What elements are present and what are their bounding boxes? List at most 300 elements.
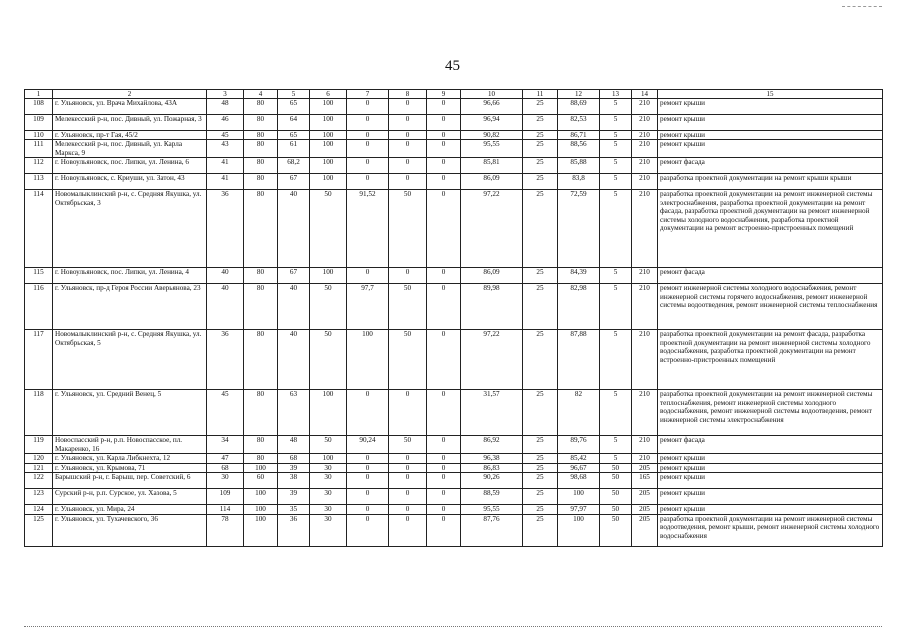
cell-col-12: 88,56 — [558, 140, 600, 158]
cell-col-11: 25 — [523, 463, 558, 472]
cell-col-14: 210 — [632, 115, 658, 131]
cell-col-5: 36 — [278, 514, 310, 546]
cell-col-10: 95,55 — [461, 140, 523, 158]
cell-col-7: 91,52 — [347, 190, 389, 268]
works-cell: ремонт крыши — [658, 505, 883, 514]
cell-col-14: 205 — [632, 489, 658, 505]
cell-col-3: 30 — [207, 473, 244, 489]
cell-col-6: 50 — [310, 284, 347, 330]
address-cell: г. Ульяновск, ул. Врача Михайлова, 43А — [53, 99, 207, 115]
cell-col-11: 25 — [523, 284, 558, 330]
cell-col-9: 0 — [427, 463, 461, 472]
cell-col-14: 210 — [632, 174, 658, 190]
table-row — [25, 473, 883, 489]
cell-col-10: 89,98 — [461, 284, 523, 330]
cell-col-5: 67 — [278, 174, 310, 190]
cell-col-6: 100 — [310, 268, 347, 284]
works-cell: ремонт фасада — [658, 268, 883, 284]
page-bottom-line — [24, 626, 882, 628]
cell-col-14: 210 — [632, 140, 658, 158]
cell-col-11: 25 — [523, 131, 558, 140]
cell-col-12: 96,67 — [558, 463, 600, 472]
cell-col-7: 0 — [347, 463, 389, 472]
row-number-cell: 111 — [25, 140, 53, 158]
cell-col-11: 25 — [523, 454, 558, 463]
cell-col-10: 86,83 — [461, 463, 523, 472]
cell-col-14: 210 — [632, 158, 658, 174]
cell-col-9: 0 — [427, 505, 461, 514]
address-cell: г. Новоульяновск, пос. Липки, ул. Ленина, 4 — [53, 268, 207, 284]
cell-col-4: 80 — [244, 268, 278, 284]
table-row — [25, 190, 883, 268]
cell-col-13: 50 — [600, 489, 632, 505]
cell-col-3: 47 — [207, 454, 244, 463]
cell-col-7: 0 — [347, 174, 389, 190]
cell-col-11: 25 — [523, 268, 558, 284]
cell-col-8: 0 — [389, 140, 427, 158]
cell-col-8: 0 — [389, 115, 427, 131]
address-cell: г. Новоульяновск, с. Криуши, ул. Затон, 43 — [53, 174, 207, 190]
cell-col-9: 0 — [427, 514, 461, 546]
cell-col-6: 50 — [310, 330, 347, 390]
cell-col-11: 25 — [523, 190, 558, 268]
works-cell: разработка проектной документации на ремонт крыши крыши — [658, 174, 883, 190]
cell-col-7: 0 — [347, 158, 389, 174]
cell-col-12: 98,68 — [558, 473, 600, 489]
cell-col-8: 0 — [389, 131, 427, 140]
cell-col-11: 25 — [523, 514, 558, 546]
works-cell: ремонт крыши — [658, 99, 883, 115]
address-cell: г. Ульяновск, ул. Карла Либкнехта, 12 — [53, 454, 207, 463]
cell-col-13: 5 — [600, 436, 632, 454]
cell-col-10: 90,26 — [461, 473, 523, 489]
cell-col-10: 88,59 — [461, 489, 523, 505]
scan-mark — [842, 6, 882, 8]
cell-col-13: 5 — [600, 131, 632, 140]
cell-col-6: 50 — [310, 436, 347, 454]
cell-col-3: 45 — [207, 390, 244, 436]
row-number-cell: 112 — [25, 158, 53, 174]
cell-col-4: 80 — [244, 390, 278, 436]
cell-col-4: 80 — [244, 115, 278, 131]
address-cell: г. Ульяновск, пр-т Гая, 45/2 — [53, 131, 207, 140]
column-header-10: 10 — [461, 90, 523, 99]
cell-col-10: 97,22 — [461, 190, 523, 268]
cell-col-5: 67 — [278, 268, 310, 284]
cell-col-13: 50 — [600, 463, 632, 472]
cell-col-3: 45 — [207, 131, 244, 140]
cell-col-10: 90,82 — [461, 131, 523, 140]
cell-col-9: 0 — [427, 436, 461, 454]
works-cell: разработка проектной документации на ремонт инженерной системы водоотведения, ремонт крыши, ремонт инженерной системы холодного водоснабжения — [658, 514, 883, 546]
cell-col-3: 43 — [207, 140, 244, 158]
cell-col-12: 85,88 — [558, 158, 600, 174]
cell-col-6: 100 — [310, 115, 347, 131]
cell-col-9: 0 — [427, 140, 461, 158]
cell-col-14: 205 — [632, 514, 658, 546]
works-cell: ремонт крыши — [658, 489, 883, 505]
address-cell: Новоспасский р-н, р.п. Новоспасское, пл. Макаренко, 16 — [53, 436, 207, 454]
cell-col-4: 100 — [244, 489, 278, 505]
cell-col-9: 0 — [427, 190, 461, 268]
table-row — [25, 268, 883, 284]
cell-col-9: 0 — [427, 131, 461, 140]
column-header-14: 14 — [632, 90, 658, 99]
cell-col-6: 100 — [310, 454, 347, 463]
column-header-13: 13 — [600, 90, 632, 99]
cell-col-6: 30 — [310, 514, 347, 546]
row-number-cell: 114 — [25, 190, 53, 268]
cell-col-10: 96,66 — [461, 99, 523, 115]
cell-col-4: 80 — [244, 330, 278, 390]
cell-col-8: 0 — [389, 390, 427, 436]
table-row — [25, 158, 883, 174]
cell-col-4: 100 — [244, 505, 278, 514]
column-header-11: 11 — [523, 90, 558, 99]
cell-col-13: 5 — [600, 140, 632, 158]
works-cell: ремонт крыши — [658, 473, 883, 489]
cell-col-4: 80 — [244, 436, 278, 454]
cell-col-3: 36 — [207, 330, 244, 390]
table-row — [25, 463, 883, 472]
cell-col-10: 87,76 — [461, 514, 523, 546]
cell-col-5: 35 — [278, 505, 310, 514]
cell-col-11: 25 — [523, 158, 558, 174]
cell-col-14: 210 — [632, 330, 658, 390]
cell-col-7: 0 — [347, 268, 389, 284]
cell-col-13: 50 — [600, 473, 632, 489]
address-cell: Барышский р-н, г. Барыш, пер. Советский, 6 — [53, 473, 207, 489]
cell-col-3: 34 — [207, 436, 244, 454]
cell-col-5: 68,2 — [278, 158, 310, 174]
cell-col-6: 100 — [310, 131, 347, 140]
cell-col-9: 0 — [427, 268, 461, 284]
cell-col-8: 0 — [389, 268, 427, 284]
cell-col-8: 50 — [389, 190, 427, 268]
cell-col-10: 31,57 — [461, 390, 523, 436]
cell-col-6: 30 — [310, 505, 347, 514]
cell-col-9: 0 — [427, 174, 461, 190]
cell-col-14: 165 — [632, 473, 658, 489]
cell-col-7: 100 — [347, 330, 389, 390]
row-number-cell: 123 — [25, 489, 53, 505]
cell-col-10: 96,38 — [461, 454, 523, 463]
page-number: 45 — [445, 58, 460, 74]
address-cell: Мелекесский р-н, пос. Дивный, ул. Карла Маркса, 9 — [53, 140, 207, 158]
row-number-cell: 125 — [25, 514, 53, 546]
cell-col-5: 39 — [278, 463, 310, 472]
cell-col-5: 39 — [278, 489, 310, 505]
cell-col-14: 205 — [632, 463, 658, 472]
cell-col-5: 48 — [278, 436, 310, 454]
cell-col-6: 50 — [310, 190, 347, 268]
table-row — [25, 436, 883, 454]
cell-col-11: 25 — [523, 115, 558, 131]
works-cell: ремонт фасада — [658, 158, 883, 174]
cell-col-6: 100 — [310, 140, 347, 158]
cell-col-6: 30 — [310, 489, 347, 505]
cell-col-9: 0 — [427, 454, 461, 463]
cell-col-4: 80 — [244, 158, 278, 174]
cell-col-12: 85,42 — [558, 454, 600, 463]
address-cell: г. Ульяновск, ул. Тухачевского, 36 — [53, 514, 207, 546]
row-number-cell: 124 — [25, 505, 53, 514]
cell-col-10: 86,92 — [461, 436, 523, 454]
cell-col-4: 80 — [244, 284, 278, 330]
address-cell: г. Ульяновск, ул. Мира, 24 — [53, 505, 207, 514]
cell-col-5: 40 — [278, 330, 310, 390]
cell-col-11: 25 — [523, 174, 558, 190]
cell-col-14: 210 — [632, 268, 658, 284]
column-number-row — [25, 90, 883, 99]
cell-col-3: 36 — [207, 190, 244, 268]
column-header-5: 5 — [278, 90, 310, 99]
address-cell: Мелекесский р-н, пос. Дивный, ул. Пожарная, 3 — [53, 115, 207, 131]
cell-col-14: 210 — [632, 454, 658, 463]
works-cell: разработка проектной документации на ремонт фасада, разработка проектной документации на ремонт инженерной системы холодного водоснабжения, разработка проектной документации на ремонт встроенно-пристроенных помещений — [658, 330, 883, 390]
cell-col-10: 97,22 — [461, 330, 523, 390]
table-row — [25, 140, 883, 158]
cell-col-7: 0 — [347, 489, 389, 505]
table-row — [25, 390, 883, 436]
works-cell: ремонт крыши — [658, 131, 883, 140]
table-row — [25, 174, 883, 190]
cell-col-4: 80 — [244, 140, 278, 158]
cell-col-13: 50 — [600, 505, 632, 514]
cell-col-5: 68 — [278, 454, 310, 463]
row-number-cell: 108 — [25, 99, 53, 115]
cell-col-13: 5 — [600, 390, 632, 436]
cell-col-13: 5 — [600, 174, 632, 190]
address-cell: г. Новоульяновск, пос. Липки, ул. Ленина, 6 — [53, 158, 207, 174]
cell-col-13: 5 — [600, 268, 632, 284]
cell-col-10: 95,55 — [461, 505, 523, 514]
cell-col-10: 86,09 — [461, 174, 523, 190]
cell-col-7: 0 — [347, 131, 389, 140]
row-number-cell: 117 — [25, 330, 53, 390]
cell-col-5: 65 — [278, 131, 310, 140]
cell-col-13: 5 — [600, 99, 632, 115]
cell-col-11: 25 — [523, 390, 558, 436]
cell-col-6: 100 — [310, 390, 347, 436]
cell-col-3: 78 — [207, 514, 244, 546]
cell-col-6: 100 — [310, 174, 347, 190]
table-row — [25, 99, 883, 115]
cell-col-5: 61 — [278, 140, 310, 158]
cell-col-8: 0 — [389, 473, 427, 489]
cell-col-12: 82,53 — [558, 115, 600, 131]
cell-col-8: 0 — [389, 454, 427, 463]
cell-col-3: 41 — [207, 174, 244, 190]
cell-col-7: 0 — [347, 99, 389, 115]
address-cell: г. Ульяновск, ул. Крымова, 71 — [53, 463, 207, 472]
cell-col-12: 86,71 — [558, 131, 600, 140]
cell-col-7: 90,24 — [347, 436, 389, 454]
cell-col-11: 25 — [523, 99, 558, 115]
cell-col-6: 100 — [310, 99, 347, 115]
cell-col-14: 205 — [632, 505, 658, 514]
cell-col-3: 40 — [207, 268, 244, 284]
cell-col-5: 64 — [278, 115, 310, 131]
column-header-2: 2 — [53, 90, 207, 99]
cell-col-6: 30 — [310, 463, 347, 472]
row-number-cell: 116 — [25, 284, 53, 330]
column-header-3: 3 — [207, 90, 244, 99]
works-cell: ремонт крыши — [658, 115, 883, 131]
row-number-cell: 113 — [25, 174, 53, 190]
address-cell: г. Ульяновск, пр-д Героя России Аверьянова, 23 — [53, 284, 207, 330]
cell-col-12: 82,98 — [558, 284, 600, 330]
cell-col-3: 48 — [207, 99, 244, 115]
cell-col-5: 63 — [278, 390, 310, 436]
cell-col-9: 0 — [427, 489, 461, 505]
cell-col-12: 89,76 — [558, 436, 600, 454]
cell-col-7: 97,7 — [347, 284, 389, 330]
column-header-15: 15 — [658, 90, 883, 99]
cell-col-6: 30 — [310, 473, 347, 489]
works-cell: ремонт фасада — [658, 436, 883, 454]
cell-col-8: 0 — [389, 505, 427, 514]
cell-col-9: 0 — [427, 284, 461, 330]
cell-col-9: 0 — [427, 158, 461, 174]
row-number-cell: 110 — [25, 131, 53, 140]
row-number-cell: 121 — [25, 463, 53, 472]
cell-col-4: 60 — [244, 473, 278, 489]
cell-col-12: 82 — [558, 390, 600, 436]
column-header-8: 8 — [389, 90, 427, 99]
cell-col-12: 72,59 — [558, 190, 600, 268]
cell-col-3: 41 — [207, 158, 244, 174]
cell-col-11: 25 — [523, 505, 558, 514]
cell-col-5: 40 — [278, 284, 310, 330]
cell-col-7: 0 — [347, 473, 389, 489]
cell-col-3: 46 — [207, 115, 244, 131]
cell-col-6: 100 — [310, 158, 347, 174]
cell-col-5: 40 — [278, 190, 310, 268]
cell-col-10: 96,94 — [461, 115, 523, 131]
cell-col-14: 210 — [632, 131, 658, 140]
cell-col-11: 25 — [523, 473, 558, 489]
cell-col-4: 80 — [244, 454, 278, 463]
cell-col-8: 0 — [389, 514, 427, 546]
works-cell: ремонт крыши — [658, 140, 883, 158]
cell-col-8: 50 — [389, 284, 427, 330]
cell-col-4: 100 — [244, 514, 278, 546]
cell-col-7: 0 — [347, 505, 389, 514]
cell-col-12: 100 — [558, 489, 600, 505]
cell-col-12: 84,39 — [558, 268, 600, 284]
cell-col-13: 50 — [600, 514, 632, 546]
cell-col-11: 25 — [523, 140, 558, 158]
cell-col-13: 5 — [600, 115, 632, 131]
cell-col-8: 0 — [389, 489, 427, 505]
cell-col-9: 0 — [427, 115, 461, 131]
works-cell: разработка проектной документации на ремонт инженерной системы электроснабжения, разработка проектной документации на ремонт фасада, разработка проектной документации на ремонт инженерной системы холодного водоснабжения, разработка проектной документации на ремонт встроенно-пристроенных помещений — [658, 190, 883, 268]
cell-col-14: 210 — [632, 390, 658, 436]
cell-col-12: 97,97 — [558, 505, 600, 514]
cell-col-13: 5 — [600, 158, 632, 174]
cell-col-8: 0 — [389, 158, 427, 174]
column-header-6: 6 — [310, 90, 347, 99]
cell-col-5: 65 — [278, 99, 310, 115]
address-cell: Сурский р-н, р.п. Сурское, ул. Хазова, 5 — [53, 489, 207, 505]
cell-col-4: 80 — [244, 99, 278, 115]
cell-col-8: 50 — [389, 436, 427, 454]
cell-col-13: 5 — [600, 190, 632, 268]
table-row — [25, 514, 883, 546]
column-header-9: 9 — [427, 90, 461, 99]
cell-col-3: 114 — [207, 505, 244, 514]
cell-col-9: 0 — [427, 99, 461, 115]
cell-col-4: 80 — [244, 174, 278, 190]
cell-col-10: 86,09 — [461, 268, 523, 284]
cell-col-7: 0 — [347, 454, 389, 463]
cell-col-12: 100 — [558, 514, 600, 546]
cell-col-4: 100 — [244, 463, 278, 472]
row-number-cell: 118 — [25, 390, 53, 436]
cell-col-12: 87,88 — [558, 330, 600, 390]
table-row — [25, 115, 883, 131]
row-number-cell: 115 — [25, 268, 53, 284]
cell-col-12: 88,69 — [558, 99, 600, 115]
cell-col-3: 40 — [207, 284, 244, 330]
cell-col-8: 0 — [389, 463, 427, 472]
cell-col-7: 0 — [347, 115, 389, 131]
cell-col-9: 0 — [427, 330, 461, 390]
cell-col-13: 5 — [600, 284, 632, 330]
column-header-4: 4 — [244, 90, 278, 99]
table-row — [25, 489, 883, 505]
column-header-12: 12 — [558, 90, 600, 99]
cell-col-4: 80 — [244, 131, 278, 140]
cell-col-7: 0 — [347, 514, 389, 546]
cell-col-8: 0 — [389, 99, 427, 115]
table-row — [25, 131, 883, 140]
cell-col-10: 85,81 — [461, 158, 523, 174]
cell-col-3: 68 — [207, 463, 244, 472]
cell-col-7: 0 — [347, 390, 389, 436]
cell-col-13: 5 — [600, 330, 632, 390]
table-row — [25, 330, 883, 390]
cell-col-14: 210 — [632, 99, 658, 115]
column-header-7: 7 — [347, 90, 389, 99]
cell-col-7: 0 — [347, 140, 389, 158]
row-number-cell: 120 — [25, 454, 53, 463]
row-number-cell: 119 — [25, 436, 53, 454]
works-cell: ремонт крыши — [658, 463, 883, 472]
row-number-cell: 122 — [25, 473, 53, 489]
cell-col-13: 5 — [600, 454, 632, 463]
cell-col-9: 0 — [427, 390, 461, 436]
cell-col-14: 210 — [632, 436, 658, 454]
cell-col-14: 210 — [632, 284, 658, 330]
row-number-cell: 109 — [25, 115, 53, 131]
address-cell: Новомалыклинский р-н, с. Средняя Якушка, ул. Октябрьская, 3 — [53, 190, 207, 268]
cell-col-9: 0 — [427, 473, 461, 489]
cell-col-11: 25 — [523, 330, 558, 390]
cell-col-11: 25 — [523, 489, 558, 505]
table-row — [25, 454, 883, 463]
cell-col-14: 210 — [632, 190, 658, 268]
table-row — [25, 284, 883, 330]
table-row — [25, 505, 883, 514]
table-body — [25, 99, 883, 547]
works-cell: ремонт инженерной системы холодного водоснабжения, ремонт инженерной системы горячего водоснабжения, ремонт инженерной системы водоотведения, ремонт инженерной системы теплоснабжения — [658, 284, 883, 330]
cell-col-4: 80 — [244, 190, 278, 268]
cell-col-11: 25 — [523, 436, 558, 454]
address-cell: Новомалыклинский р-н, с. Средняя Якушка, ул. Октябрьская, 5 — [53, 330, 207, 390]
address-cell: г. Ульяновск, ул. Средний Венец, 5 — [53, 390, 207, 436]
